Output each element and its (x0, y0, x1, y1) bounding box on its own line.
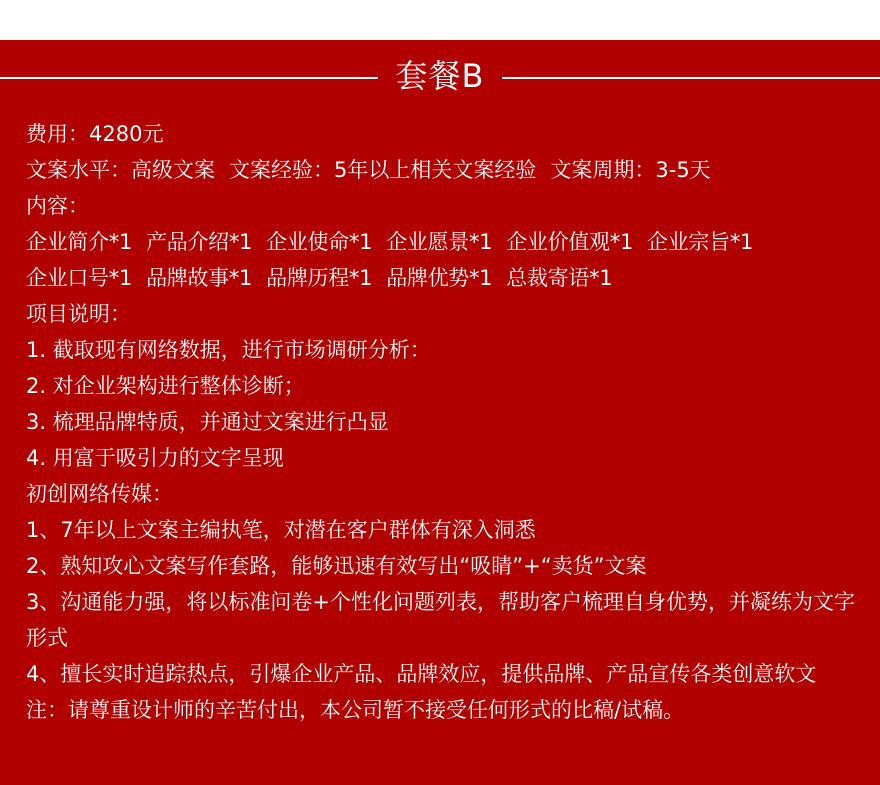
copy-period: 文案周期：3-5天 (550, 158, 711, 182)
project-heading: 项目说明： (26, 302, 131, 326)
project-item: 4. 用富于吸引力的文字呈现 (26, 446, 284, 470)
content-item: 企业愿景*1 (386, 230, 493, 254)
package-title-row (0, 54, 880, 98)
copywriting-info-line (26, 152, 860, 188)
media-item: 4、擅长实时追踪热点，引爆企业产品、品牌效应，提供品牌、产品宣传各类创意软文 (26, 662, 817, 686)
content-item: 企业口号*1 (26, 266, 133, 290)
media-heading: 初创网络传媒： (26, 482, 173, 506)
media-item: 1、7年以上文案主编执笔，对潜在客户群体有深入洞悉 (26, 518, 536, 542)
project-item: 1. 截取现有网络数据，进行市场调研分析： (26, 338, 431, 362)
content-item: 企业使命*1 (266, 230, 373, 254)
content-items-row-2 (26, 260, 860, 296)
package-panel (0, 40, 880, 785)
project-item: 2. 对企业架构进行整体诊断； (26, 374, 305, 398)
content-items-row-1 (26, 224, 860, 260)
content-item: 产品介绍*1 (146, 230, 253, 254)
content-item: 企业简介*1 (26, 230, 133, 254)
content-item: 企业价值观*1 (506, 230, 634, 254)
title-divider-right (502, 77, 880, 79)
copyright-note: 注：请尊重设计师的辛苦付出，本公司暂不接受任何形式的比稿/试稿。 (26, 698, 685, 722)
content-item: 企业宗旨*1 (647, 230, 754, 254)
media-item: 3、沟通能力强，将以标准问卷+个性化问题列表，帮助客户梳理自身优势，并凝练为文字形式 (26, 590, 855, 650)
package-title: 套餐B (395, 57, 485, 95)
project-item: 3. 梳理品牌特质，并通过文案进行凸显 (26, 410, 389, 434)
copy-experience: 文案经验：5年以上相关文案经验 (229, 158, 537, 182)
media-item: 2、熟知攻心文案写作套路，能够迅速有效写出“吸睛”+“卖货”文案 (26, 554, 647, 578)
package-content (26, 116, 860, 728)
content-heading: 内容： (26, 194, 89, 218)
content-item: 品牌优势*1 (386, 266, 493, 290)
content-item: 品牌历程*1 (266, 266, 373, 290)
copy-level: 文案水平：高级文案 (26, 158, 215, 182)
fee-line: 费用：4280元 (26, 122, 164, 146)
content-item: 品牌故事*1 (146, 266, 253, 290)
content-item: 总裁寄语*1 (506, 266, 613, 290)
title-divider-left (0, 77, 378, 79)
